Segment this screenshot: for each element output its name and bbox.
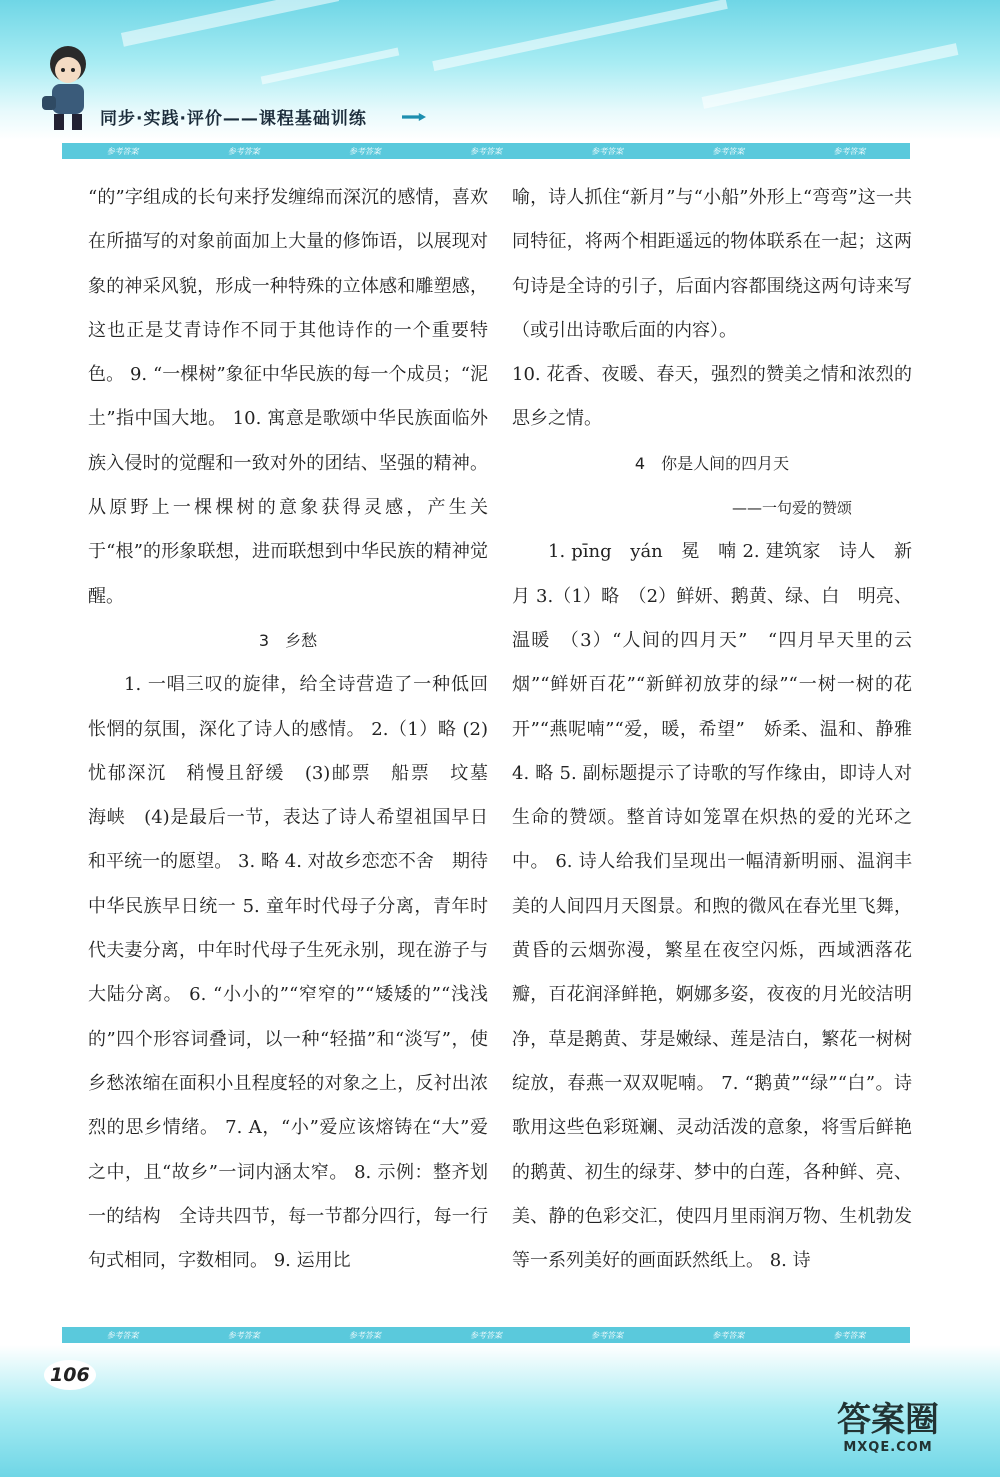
ribbon-label: 参考答案 — [591, 1330, 624, 1340]
ribbon-label: 参考答案 — [712, 1330, 745, 1340]
ribbon-label: 参考答案 — [348, 1330, 381, 1340]
section-subtitle-4: ——一句爱的赞颂 — [731, 499, 852, 518]
ribbon-label: 参考答案 — [712, 146, 745, 156]
page-header-title: 同步·实践·评价——课程基础训练 — [100, 109, 367, 129]
left-column — [88, 176, 506, 1283]
left-paragraph: “的”字组成的长句来抒发缠绵而深沉的感情，喜欢在所描写的对象前面加上大量的修饰语，以展现对象的神采风貌，形成一种特殊的立体感和雕塑感，这也正是艾青诗作不同于其他诗作的一个重要特色。 9. “一棵树”象征中华民族的每一个成员；“泥土”指中国大地。 10. 寓意是歌颂中华民族面临外族入侵时的觉醒和一致对外的团结、坚强的精神。从原野上一棵棵树的意象获得灵感，产生关于“根”的形象联想，进而联想到中华民族的精神觉醒。 — [88, 187, 488, 607]
ribbon-label: 参考答案 — [833, 1330, 866, 1340]
ribbon-label: 参考答案 — [833, 146, 866, 156]
watermark-logo — [808, 1400, 968, 1455]
ribbon-label: 参考答案 — [591, 146, 624, 156]
answer-ribbon-top — [62, 143, 910, 159]
mascot-illustration — [38, 40, 100, 132]
ribbon-label: 参考答案 — [227, 1330, 260, 1340]
ribbon-label: 参考答案 — [348, 146, 381, 156]
section-title-4: 4 你是人间的四月天 — [634, 453, 790, 473]
answer-ribbon-bottom — [62, 1327, 910, 1343]
ribbon-label: 参考答案 — [227, 146, 260, 156]
ribbon-label: 参考答案 — [106, 1330, 139, 1340]
right-paragraph-top: 喻，诗人抓住“新月”与“小船”外形上“弯弯”这一共同特征，将两个相距遥远的物体联系在一起；这两句诗是全诗的引子，后面内容都围绕这两句诗来写（或引出诗歌后面的内容）。 — [512, 187, 912, 341]
section-title-3: 3 乡愁 — [258, 630, 318, 650]
watermark-main: 答案圈 — [837, 1400, 939, 1440]
ribbon-label: 参考答案 — [469, 146, 502, 156]
ribbon-label: 参考答案 — [469, 1330, 502, 1340]
watermark-url: MXQE.COM — [843, 1440, 933, 1455]
section-4-answers: 1. pīng yán 冕 喃 2. 建筑家 诗人 新月 3.（1）略 （2）鲜妍、鹅黄、绿、白 明亮、温暖 （3）“人间的四月天” “四月早天里的云烟”“鲜妍百花”“新鲜初放芽的绿”“一树一树的花开”“燕呢喃”“爱，暖，希望” 娇柔、温和、静雅 4. 略 5. 副标题提示了诗歌的写作缘由，即诗人对生命的赞颂。整首诗如笼罩在炽热的爱的光环之中。 6. 诗人给我们呈现出一幅清新明丽、温润丰美的人间四月天图景。和煦的微风在春光里飞舞，黄昏的云烟弥漫，繁星在夜空闪烁，西域洒落花瓣，百花润泽鲜艳，婀娜多姿，夜夜的月光皎洁明净，草是鹅黄、芽是嫩绿、莲是洁白，繁花一树树绽放，春燕一双双呢喃。 7. “鹅黄”“绿”“白”。诗歌用这些色彩斑斓、灵动活泼的意象，将雪后鲜艳的鹅黄、初生的绿芽、梦中的白莲，各种鲜、亮、美、静的色彩交汇，使四月里雨润万物、生机勃发等一系列美好的画面跃然纸上。 8. 诗 — [512, 541, 912, 1272]
ribbon-label: 参考答案 — [106, 146, 139, 156]
section-3-answers: 1. 一唱三叹的旋律，给全诗营造了一种低回怅惘的氛围，深化了诗人的感情。 2.（1）略 (2)忧郁深沉 稍慢且舒缓 (3)邮票 船票 坟墓 海峡 (4)是最后一节，表达了诗人希望祖国早日和平统一的愿望。 3. 略 4. 对故乡恋恋不舍 期待中华民族早日统一 5. 童年时代母子分离，青年时代夫妻分离，中年时代母子生死永别，现在游子与大陆分离。 6. “小小的”“窄窄的”“矮矮的”“浅浅的”四个形容词叠词，以一种“轻描”和“淡写”，使乡愁浓缩在面积小且程度轻的对象之上，反衬出浓烈的思乡情绪。 7. A，“小”爱应该熔铸在“大”爱之中，且“故乡”一词内涵太窄。 8. 示例：整齐划一的结构 全诗共四节，每一节都分四行，每一行句式相同，字数相同。 9. 运用比 — [88, 674, 506, 1272]
page-number: 106 — [44, 1360, 96, 1390]
right-column — [512, 176, 912, 1283]
answer-10: 10. 花香、夜暖、春天，强烈的赞美之情和浓烈的思乡之情。 — [512, 364, 912, 430]
